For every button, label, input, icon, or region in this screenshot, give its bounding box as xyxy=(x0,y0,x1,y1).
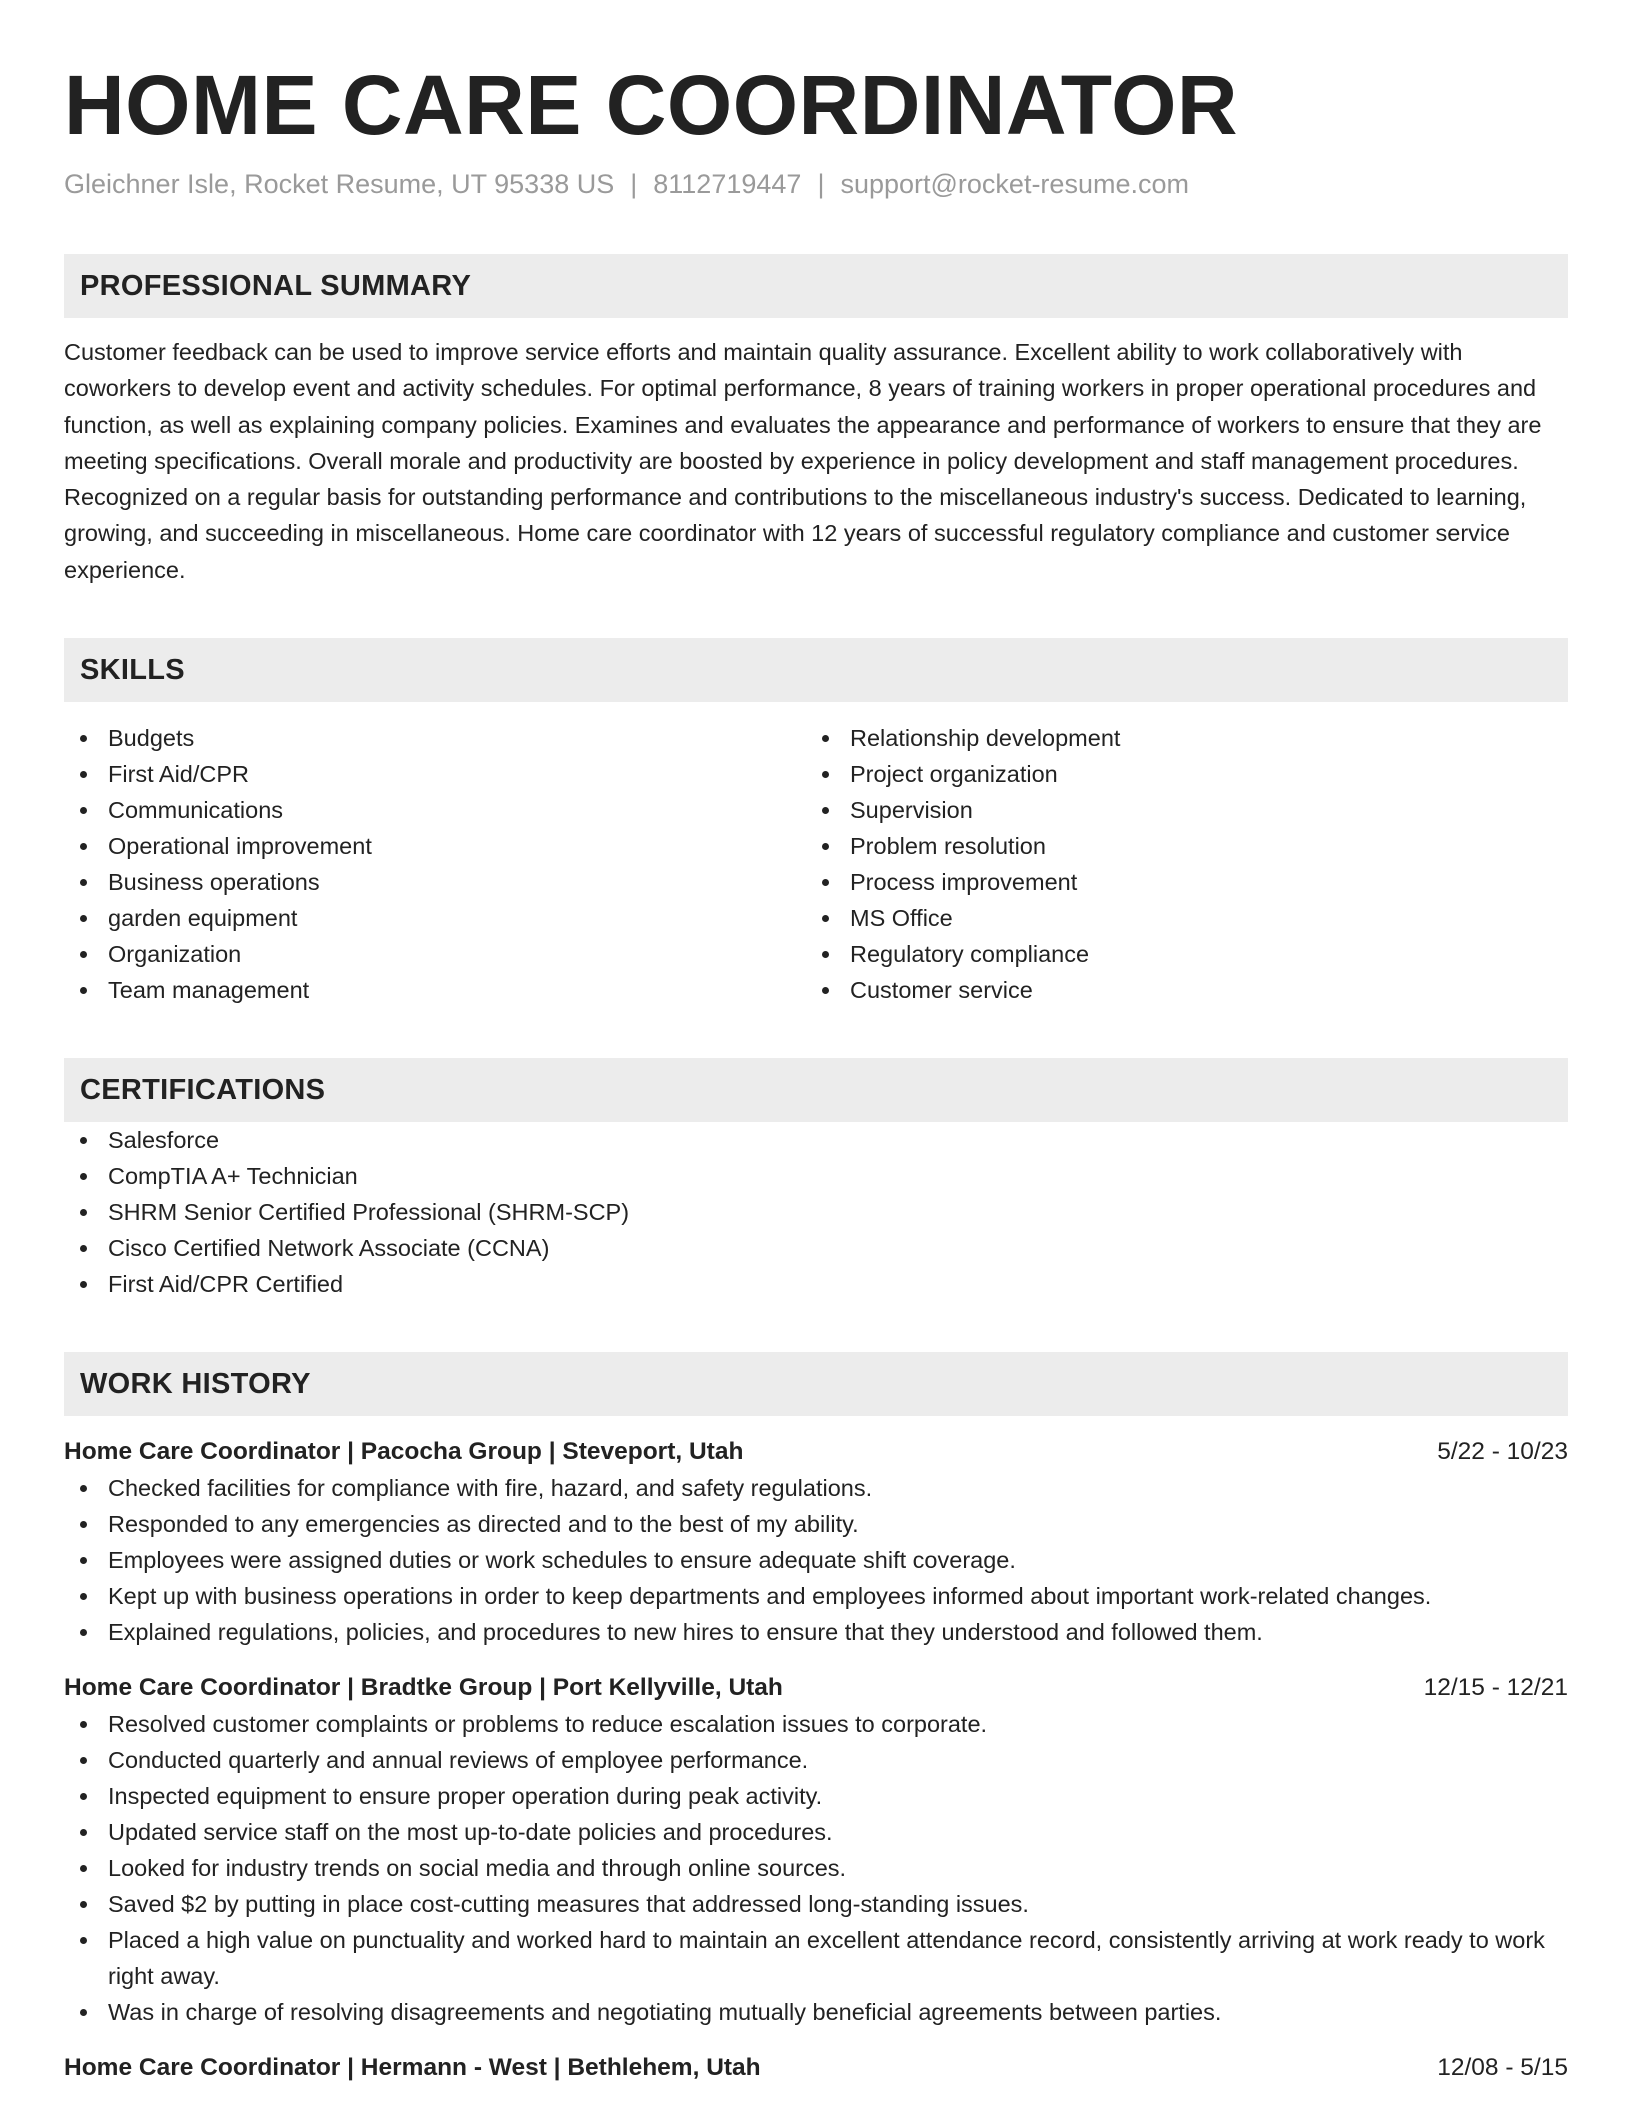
job-bullet: Updated service staff on the most up-to-date policies and procedures. xyxy=(64,1814,1568,1850)
job-header xyxy=(64,1434,1568,1470)
job-bullet: Saved $2 by putting in place cost-cutting measures that addressed long-standing issues. xyxy=(64,1886,1568,1922)
section-header-work-history: WORK HISTORY xyxy=(64,1352,1568,1416)
job-header xyxy=(64,1670,1568,1706)
job-dates: 12/08 - 5/15 xyxy=(1437,2054,1568,2082)
certification-item: CompTIA A+ Technician xyxy=(64,1158,1568,1194)
skills-column-right xyxy=(806,720,1548,1008)
contact-separator: | xyxy=(630,169,638,199)
skill-item: Business operations xyxy=(64,864,806,900)
job-bullet: Conducted quarterly and annual reviews of employee performance. xyxy=(64,1742,1568,1778)
skills-column-left xyxy=(64,720,806,1008)
job-bullet: Looked for industry trends on social media and through online sources. xyxy=(64,1850,1568,1886)
skill-item: garden equipment xyxy=(64,900,806,936)
certification-item: First Aid/CPR Certified xyxy=(64,1266,1568,1302)
job-bullets xyxy=(64,1470,1568,1650)
contact-address: Gleichner Isle, Rocket Resume, UT 95338 US xyxy=(64,169,615,199)
skill-item: MS Office xyxy=(806,900,1548,936)
skill-item: Operational improvement xyxy=(64,828,806,864)
section-header-skills: SKILLS xyxy=(64,638,1568,702)
skill-item: Communications xyxy=(64,792,806,828)
contact-separator: | xyxy=(817,169,825,199)
job-bullet: Was in charge of resolving disagreements and negotiating mutually beneficial agreements between parties. xyxy=(64,1994,1568,2030)
job-bullet: Kept up with business operations in order to keep departments and employees informed about important work-related changes. xyxy=(64,1578,1568,1614)
skill-item: First Aid/CPR xyxy=(64,756,806,792)
summary-text: Customer feedback can be used to improve service efforts and maintain quality assurance. Excellent ability to work collaboratively with coworkers to develop event and activity schedules. For optimal performance, 8 years of training workers in proper operational procedures and function, as well as explaining company policies. Examines and evaluates the appearance and performance of workers to ensure that they are meeting specifications. Overall morale and productivity are boosted by experience in policy development and staff management procedures. Recognized on a regular basis for outstanding performance and contributions to the miscellaneous industry's success. Dedicated to learning, growing, and succeeding in miscellaneous. Home care coordinator with 12 years of successful regulatory compliance and customer service experience. xyxy=(64,339,1542,583)
skill-item: Problem resolution xyxy=(806,828,1548,864)
skill-item: Customer service xyxy=(806,972,1548,1008)
job-bullet: Explained regulations, policies, and procedures to new hires to ensure that they understood and followed them. xyxy=(64,1614,1568,1650)
job-bullet: Resolved customer complaints or problems to reduce escalation issues to corporate. xyxy=(64,1706,1568,1742)
job-title: Home Care Coordinator | Hermann - West | Bethlehem, Utah xyxy=(64,2054,761,2082)
job-title: Home Care Coordinator | Pacocha Group | Steveport, Utah xyxy=(64,1438,744,1466)
job-bullet: Inspected equipment to ensure proper operation during peak activity. xyxy=(64,1778,1568,1814)
skill-item: Process improvement xyxy=(806,864,1548,900)
section-header-certifications: CERTIFICATIONS xyxy=(64,1058,1568,1122)
contact-phone: 8112719447 xyxy=(653,169,802,199)
skills-grid xyxy=(64,720,1568,1008)
job-header xyxy=(64,2050,1568,2086)
job-title: Home Care Coordinator | Bradtke Group | Port Kellyville, Utah xyxy=(64,1674,783,1702)
job-bullets xyxy=(64,1706,1568,2030)
skill-item: Supervision xyxy=(806,792,1548,828)
certification-item: Salesforce xyxy=(64,1122,1568,1158)
contact-line xyxy=(64,166,1568,202)
job-bullet: Employees were assigned duties or work schedules to ensure adequate shift coverage. xyxy=(64,1542,1568,1578)
skill-item: Budgets xyxy=(64,720,806,756)
section-header-summary: PROFESSIONAL SUMMARY xyxy=(64,254,1568,318)
skill-item: Regulatory compliance xyxy=(806,936,1548,972)
job-dates: 12/15 - 12/21 xyxy=(1423,1674,1568,1702)
skill-item: Organization xyxy=(64,936,806,972)
resume-name: HOME CARE COORDINATOR xyxy=(64,58,1239,152)
skill-item: Relationship development xyxy=(806,720,1548,756)
job-bullet: Responded to any emergencies as directed and to the best of my ability. xyxy=(64,1506,1568,1542)
certification-item: Cisco Certified Network Associate (CCNA) xyxy=(64,1230,1568,1266)
skill-item: Project organization xyxy=(806,756,1548,792)
job-bullet: Checked facilities for compliance with fire, hazard, and safety regulations. xyxy=(64,1470,1568,1506)
contact-email: support@rocket-resume.com xyxy=(840,169,1189,199)
certification-item: SHRM Senior Certified Professional (SHRM-SCP) xyxy=(64,1194,1568,1230)
certifications-list xyxy=(64,1122,1568,1302)
job-bullet: Placed a high value on punctuality and worked hard to maintain an excellent attendance record, consistently arriving at work ready to work right away. xyxy=(64,1922,1568,1994)
resume-page xyxy=(64,0,1568,2086)
job-dates: 5/22 - 10/23 xyxy=(1437,1438,1568,1466)
skill-item: Team management xyxy=(64,972,806,1008)
